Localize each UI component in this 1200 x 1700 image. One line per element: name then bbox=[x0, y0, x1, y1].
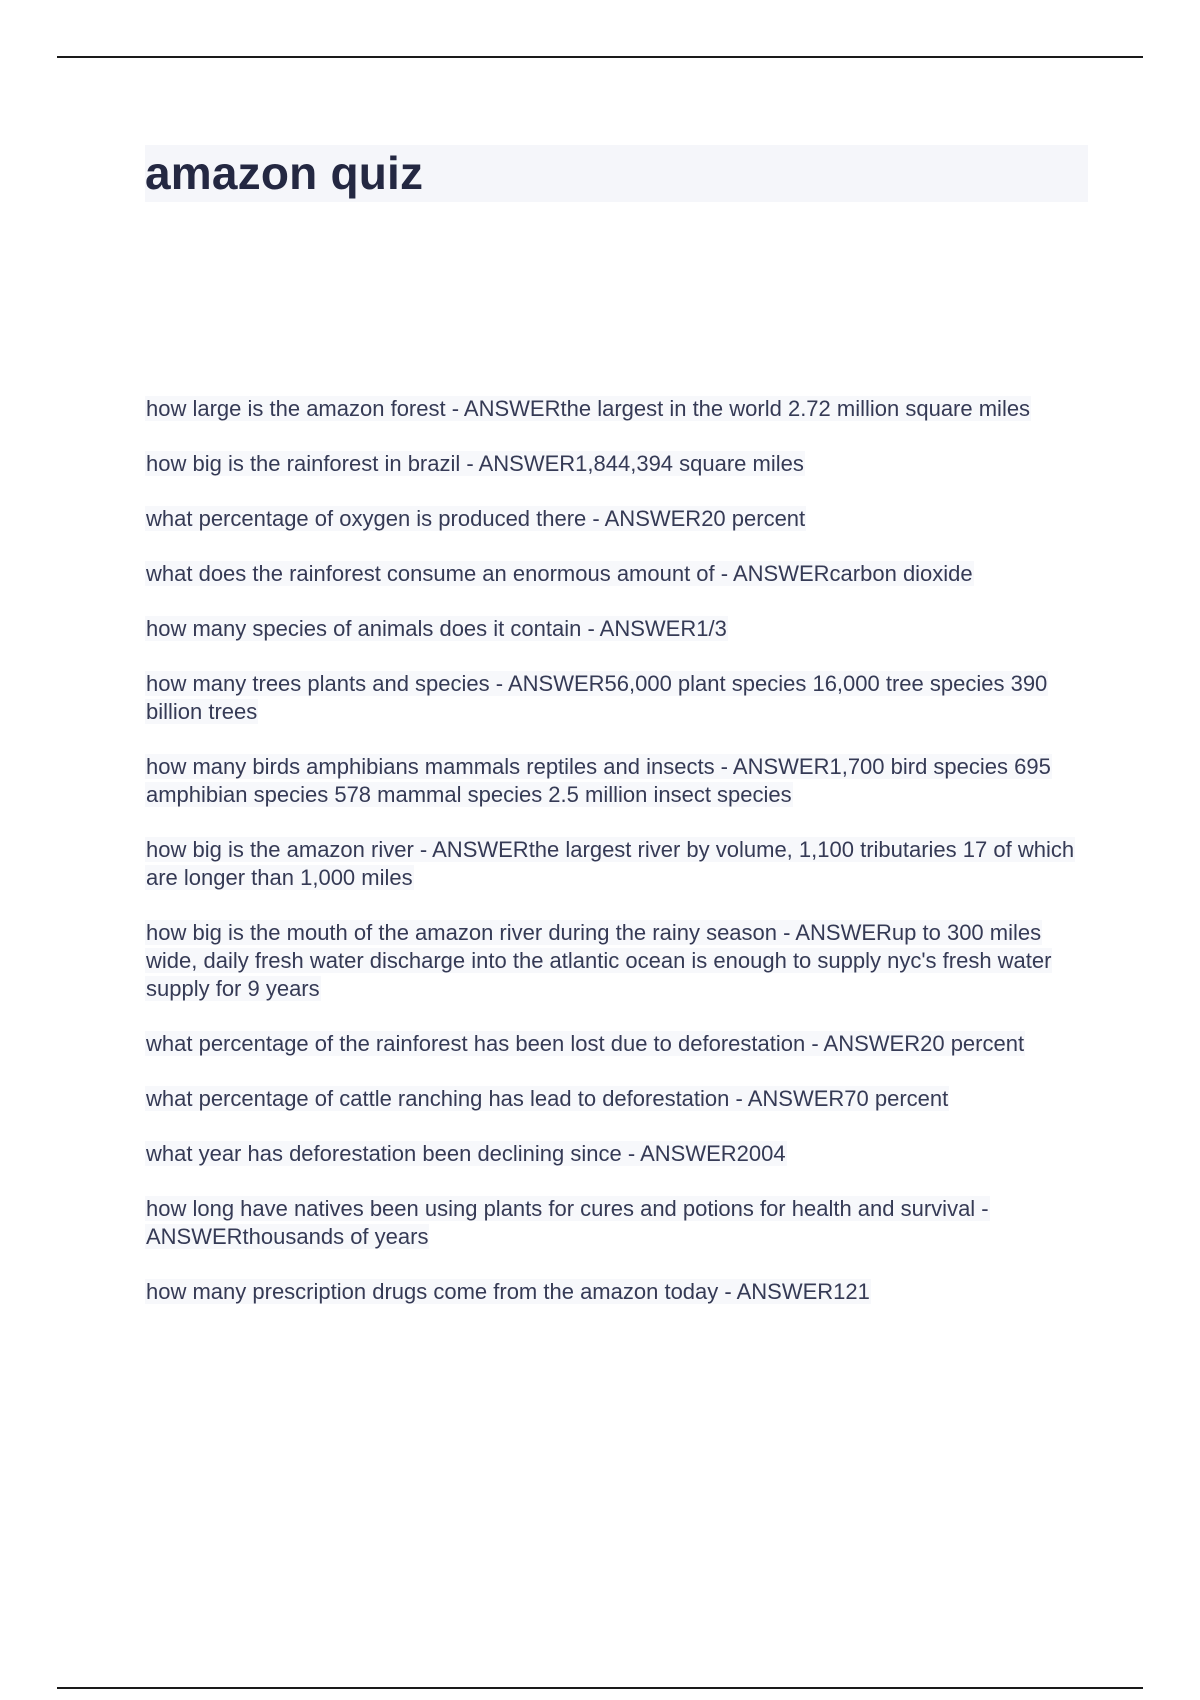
qa-text: how many species of animals does it contain - ANSWER1/3 bbox=[146, 616, 727, 641]
qa-item bbox=[145, 836, 1095, 892]
qa-text: what percentage of the rainforest has been lost due to deforestation - ANSWER20 percent bbox=[146, 1031, 1025, 1056]
qa-text: how long have natives been using plants for cures and potions for health and survival - ANSWERthousands of years bbox=[146, 1196, 989, 1249]
qa-item bbox=[145, 1278, 1095, 1306]
qa-text: how big is the mouth of the amazon river during the rainy season - ANSWERup to 300 miles wide, daily fresh water discharge into the atlantic ocean is enough to supply nyc's fresh water supply for 9 years bbox=[146, 920, 1052, 1001]
qa-item bbox=[145, 450, 1095, 478]
qa-text: how big is the rainforest in brazil - ANSWER1,844,394 square miles bbox=[146, 451, 804, 476]
qa-item bbox=[145, 919, 1095, 1003]
qa-item bbox=[145, 1030, 1095, 1058]
qa-text: how large is the amazon forest - ANSWERthe largest in the world 2.72 million square miles bbox=[146, 396, 1031, 421]
qa-item bbox=[145, 1195, 1095, 1251]
qa-text: how many trees plants and species - ANSWER56,000 plant species 16,000 tree species 390 billion trees bbox=[146, 671, 1048, 724]
qa-text: what percentage of cattle ranching has lead to deforestation - ANSWER70 percent bbox=[146, 1086, 949, 1111]
qa-text: what does the rainforest consume an enormous amount of - ANSWERcarbon dioxide bbox=[146, 561, 973, 586]
qa-list bbox=[145, 395, 1095, 1333]
qa-item bbox=[145, 1085, 1095, 1113]
qa-text: what year has deforestation been declining since - ANSWER2004 bbox=[146, 1141, 786, 1166]
bottom-divider bbox=[57, 1687, 1143, 1689]
document-title: amazon quiz bbox=[145, 147, 424, 199]
qa-item bbox=[145, 753, 1095, 809]
qa-item bbox=[145, 505, 1095, 533]
qa-text: how many prescription drugs come from the amazon today - ANSWER121 bbox=[146, 1279, 870, 1304]
qa-text: how big is the amazon river - ANSWERthe largest river by volume, 1,100 tributaries 17 of which are longer than 1,000 miles bbox=[146, 837, 1075, 890]
qa-item bbox=[145, 395, 1095, 423]
qa-item bbox=[145, 670, 1095, 726]
qa-text: what percentage of oxygen is produced there - ANSWER20 percent bbox=[146, 506, 806, 531]
top-divider bbox=[57, 56, 1143, 58]
qa-item bbox=[145, 1140, 1095, 1168]
qa-item bbox=[145, 560, 1095, 588]
qa-item bbox=[145, 615, 1095, 643]
qa-text: how many birds amphibians mammals reptiles and insects - ANSWER1,700 bird species 695 amphibian species 578 mammal species 2.5 million insect species bbox=[146, 754, 1051, 807]
